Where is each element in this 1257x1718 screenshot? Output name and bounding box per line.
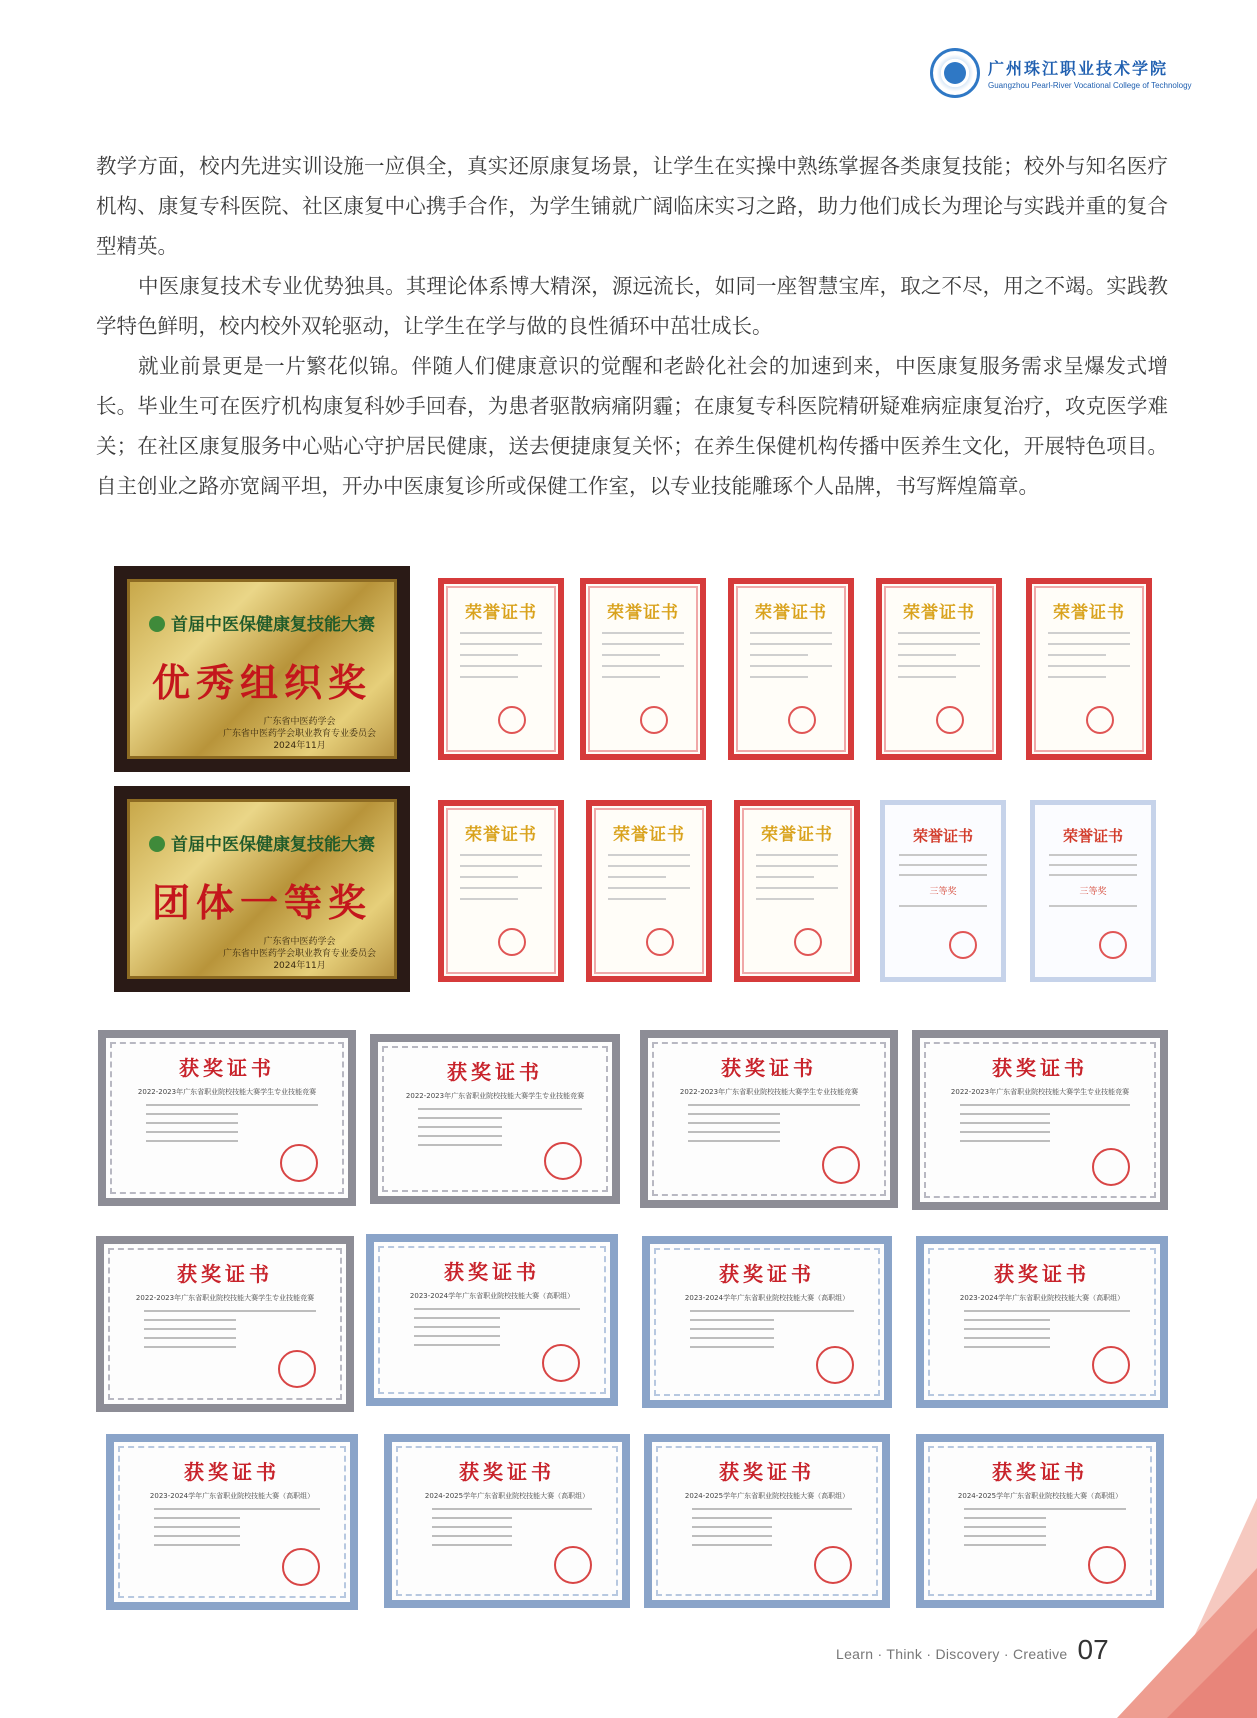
- school-logo: [930, 48, 1192, 98]
- plaque-title: 首届中医保健康复技能大赛: [130, 610, 394, 635]
- award-certificate: 获奖证书 2024-2025学年广东省职业院校技能大赛（高职组）: [644, 1434, 890, 1608]
- leaf-logo-icon: [149, 616, 165, 632]
- plaque-award: 团体一等奖: [151, 880, 372, 925]
- award-plaque: [114, 566, 410, 772]
- honor-certificate: 荣誉证书: [1026, 578, 1152, 760]
- plaque-award: 优秀组织奖: [151, 660, 372, 705]
- school-emblem-icon: [930, 48, 980, 98]
- page-footer: [836, 1634, 1109, 1666]
- seal-icon: [542, 1344, 580, 1382]
- seal-icon: [498, 706, 526, 734]
- award-certificate: 获奖证书 2023-2024学年广东省职业院校技能大赛（高职组）: [366, 1234, 618, 1406]
- seal-icon: [280, 1144, 318, 1182]
- award-certificate: 获奖证书 2024-2025学年广东省职业院校技能大赛（高职组）: [384, 1434, 630, 1608]
- school-name: [988, 56, 1192, 90]
- award-certificate: 获奖证书 2022-2023年广东省职业院校技能大赛学生专业技能竞赛: [98, 1030, 356, 1206]
- page-number: 07: [1077, 1634, 1109, 1665]
- award-plaque: [114, 786, 410, 992]
- seal-icon: [498, 928, 526, 956]
- honor-certificate: 荣誉证书: [438, 578, 564, 760]
- award-certificate: 获奖证书 2024-2025学年广东省职业院校技能大赛（高职组）: [916, 1434, 1164, 1608]
- seal-icon: [788, 706, 816, 734]
- seal-icon: [822, 1146, 860, 1184]
- seal-icon: [814, 1546, 852, 1584]
- seal-icon: [640, 706, 668, 734]
- plaque-title: 首届中医保健康复技能大赛: [130, 830, 394, 855]
- paragraph: 就业前景更是一片繁花似锦。伴随人们健康意识的觉醒和老龄化社会的加速到来，中医康复服务需求呈爆发式增长。毕业生可在医疗机构康复科妙手回春，为患者驱散病痛阴霾；在康复专科医院精研疑难病症康复治疗，攻克医学难关；在社区康复服务中心贴心守护居民健康，送去便捷康复关怀；在养生保健机构传播中医养生文化，开展特色项目。自主创业之路亦宽阔平坦，开办中医康复诊所或保健工作室，以专业技能雕琢个人品牌，书写辉煌篇章。: [96, 354, 1168, 498]
- award-certificate: 获奖证书 2022-2023年广东省职业院校技能大赛学生专业技能竞赛: [640, 1030, 898, 1208]
- school-name-cn: 广州珠江职业技术学院: [988, 59, 1169, 78]
- school-name-en: Guangzhou Pearl-River Vocational College of Technology: [988, 81, 1192, 90]
- honor-certificate: 荣誉证书 三等奖: [880, 800, 1006, 982]
- honor-certificate: 荣誉证书: [728, 578, 854, 760]
- corner-decoration: [1057, 1458, 1257, 1718]
- award-certificate: 获奖证书 2023-2024学年广东省职业院校技能大赛（高职组）: [642, 1236, 892, 1408]
- seal-icon: [544, 1142, 582, 1180]
- award-certificate: 获奖证书 2022-2023年广东省职业院校技能大赛学生专业技能竞赛: [370, 1034, 620, 1204]
- seal-icon: [1086, 706, 1114, 734]
- seal-icon: [1092, 1148, 1130, 1186]
- honor-certificate: 荣誉证书: [586, 800, 712, 982]
- seal-icon: [282, 1548, 320, 1586]
- paragraph: 教学方面，校内先进实训设施一应俱全，真实还原康复场景，让学生在实操中熟练掌握各类康复技能；校外与知名医疗机构、康复专科医院、社区康复中心携手合作，为学生铺就广阔临床实习之路，助力他们成长为理论与实践并重的复合型精英。: [96, 154, 1168, 258]
- leaf-logo-icon: [149, 836, 165, 852]
- award-certificate: 获奖证书 2022-2023年广东省职业院校技能大赛学生专业技能竞赛: [96, 1236, 354, 1412]
- honor-certificate: 荣誉证书: [580, 578, 706, 760]
- seal-icon: [949, 931, 977, 959]
- seal-icon: [794, 928, 822, 956]
- paragraph: 中医康复技术专业优势独具。其理论体系博大精深，源远流长，如同一座智慧宝库，取之不尽，用之不竭。实践教学特色鲜明，校内校外双轮驱动，让学生在学与做的良性循环中茁壮成长。: [96, 274, 1168, 338]
- plaque-issuer: 广东省中医药学会 广东省中医药学会职业教育专业委员会 2024年11月: [222, 937, 376, 971]
- seal-icon: [278, 1350, 316, 1388]
- article-body: [96, 146, 1168, 506]
- award-certificate: 获奖证书 2023-2024学年广东省职业院校技能大赛（高职组）: [916, 1236, 1168, 1408]
- seal-icon: [936, 706, 964, 734]
- seal-icon: [646, 928, 674, 956]
- honor-certificate: 荣誉证书 三等奖: [1030, 800, 1156, 982]
- award-certificate: 获奖证书 2022-2023年广东省职业院校技能大赛学生专业技能竞赛: [912, 1030, 1168, 1210]
- plaque-issuer: 广东省中医药学会 广东省中医药学会职业教育专业委员会 2024年11月: [222, 717, 376, 751]
- seal-icon: [816, 1346, 854, 1384]
- footer-tagline: Learn · Think · Discovery · Creative: [836, 1646, 1068, 1662]
- honor-certificate: 荣誉证书: [876, 578, 1002, 760]
- seal-icon: [1099, 931, 1127, 959]
- honor-certificate: 荣誉证书: [734, 800, 860, 982]
- seal-icon: [554, 1546, 592, 1584]
- seal-icon: [1092, 1346, 1130, 1384]
- honor-certificate: 荣誉证书: [438, 800, 564, 982]
- award-certificate: 获奖证书 2023-2024学年广东省职业院校技能大赛（高职组）: [106, 1434, 358, 1610]
